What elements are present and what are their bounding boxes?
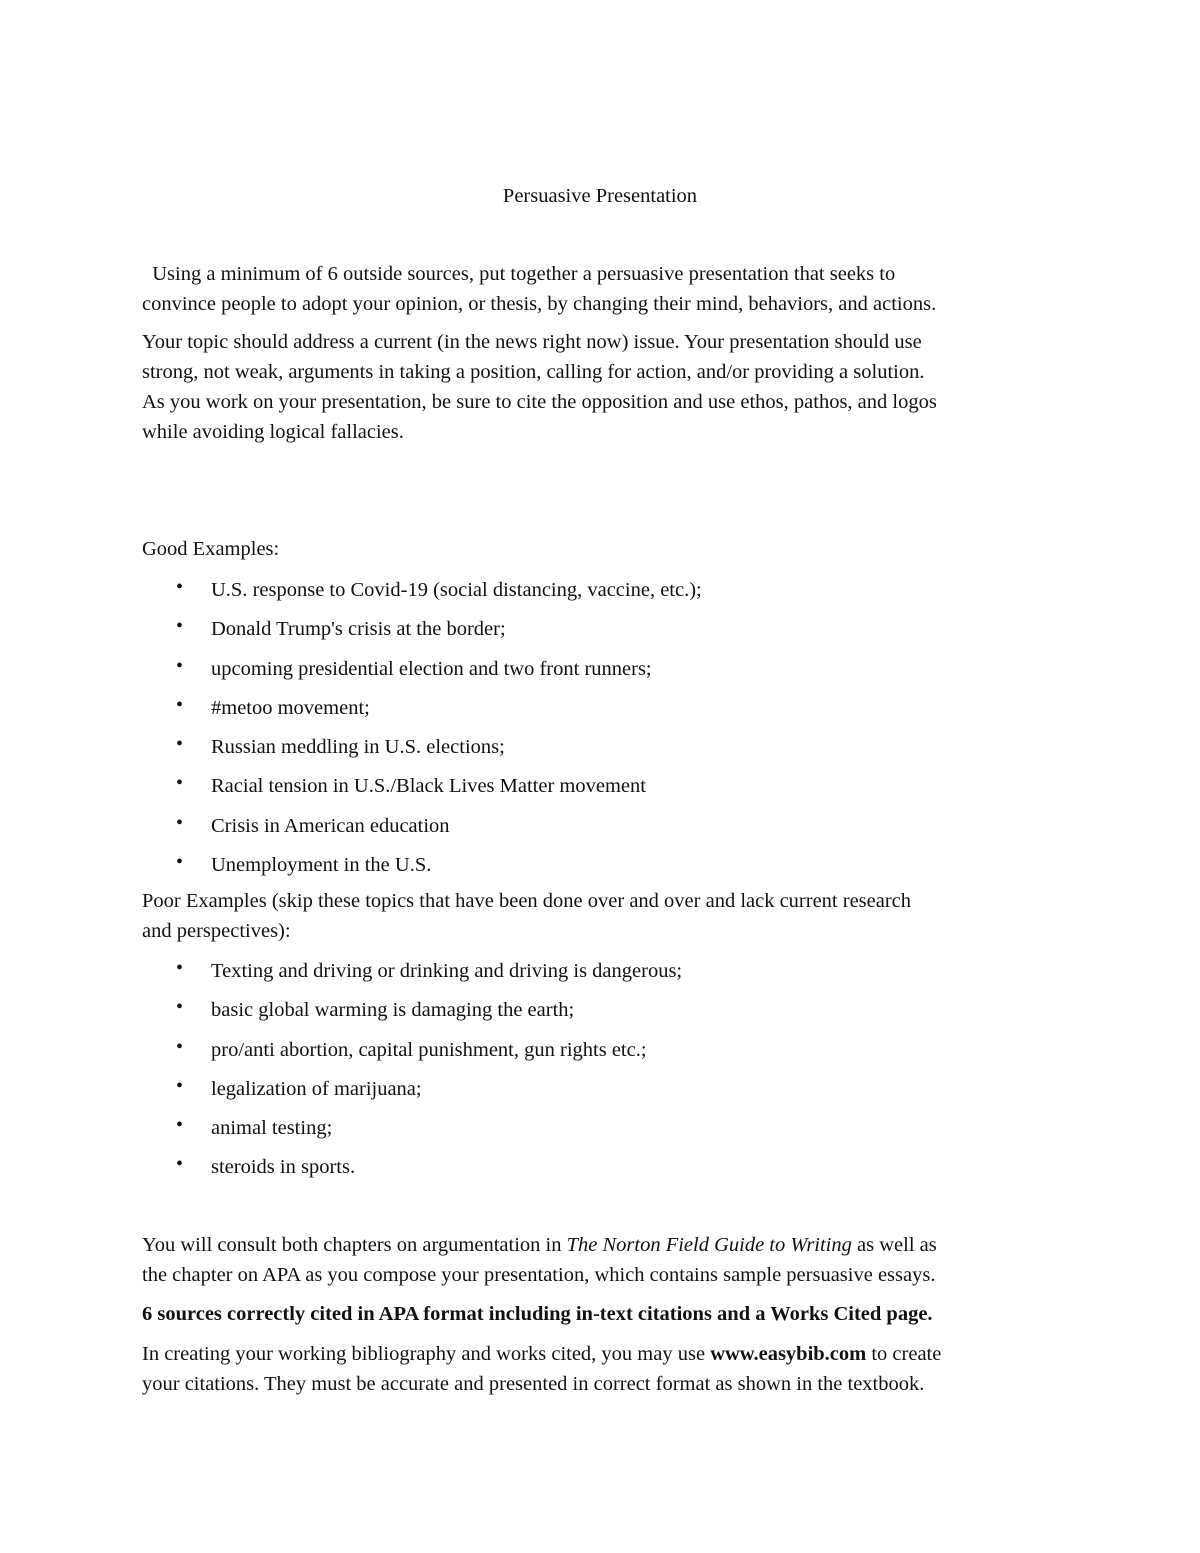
list-item: • Donald Trump's crisis at the border; — [176, 615, 506, 641]
page-title: Persuasive Presentation — [502, 185, 698, 207]
intro-line-1: Using a minimum of 6 outside sources, put together a persuasive presentation that seeks to — [142, 263, 896, 285]
bullet-icon: • — [176, 576, 184, 598]
list-item: • pro/anti abortion, capital punishment, gun rights etc.; — [176, 1035, 647, 1061]
topic-line-4: while avoiding logical fallacies. — [142, 421, 404, 443]
list-item: • Texting and driving or drinking and driving is dangerous; — [176, 957, 683, 982]
closing-line-2: your citations. They must be accurate and presented in correct format as shown in the textbook. — [142, 1373, 925, 1395]
bullet-icon: • — [176, 654, 184, 677]
bullet-icon: • — [176, 811, 184, 834]
consult-line-2: the chapter on APA as you compose your presentation, which contains sample persuasive essays. — [142, 1264, 936, 1286]
topic-line-3: As you work on your presentation, be sure to cite the opposition and use ethos, pathos, and logos — [142, 391, 937, 413]
list-item: • Crisis in American education — [176, 811, 450, 837]
topic-paragraph — [142, 327, 1082, 447]
topic-line-1: Your topic should address a current (in the news right now) issue. Your presentation should use — [142, 331, 922, 353]
list-item: • Russian meddling in U.S. elections; — [176, 733, 505, 759]
poor-examples-list — [142, 958, 682, 1194]
bullet-icon: • — [176, 733, 184, 756]
poor-heading-line-1: Poor Examples (skip these topics that have been done over and over and lack current research — [142, 890, 912, 912]
list-item: • #metoo movement; — [176, 693, 370, 719]
bullet-icon: • — [176, 1153, 184, 1176]
list-item: • legalization of marijuana; — [176, 1074, 422, 1100]
easybib-link[interactable]: www.easybib.com — [710, 1343, 867, 1365]
bullet-icon: • — [176, 772, 184, 795]
list-item: • Racial tension in U.S./Black Lives Matter movement — [176, 772, 646, 798]
closing-paragraph — [142, 1339, 1082, 1399]
good-examples-list — [142, 577, 702, 891]
good-examples-heading: Good Examples: — [142, 538, 280, 560]
list-item: • Unemployment in the U.S. — [176, 851, 432, 877]
requirement-statement: 6 sources correctly cited in APA format including in-text citations and a Works Cited page. — [142, 1303, 933, 1325]
bullet-icon: • — [176, 1035, 184, 1058]
bullet-icon: • — [176, 851, 184, 874]
list-item: • steroids in sports. — [176, 1153, 356, 1179]
poor-heading-line-2: and perspectives): — [142, 920, 291, 942]
bullet-icon: • — [176, 957, 184, 979]
intro-paragraph — [142, 259, 1082, 319]
list-item: • basic global warming is damaging the earth; — [176, 996, 575, 1022]
bullet-icon: • — [176, 693, 184, 716]
closing-line-1: In creating your working bibliography and works cited, you may use www.easybib.com to create — [142, 1343, 942, 1365]
bullet-icon: • — [176, 615, 184, 638]
list-item: • animal testing; — [176, 1114, 333, 1140]
topic-line-2: strong, not weak, arguments in taking a position, calling for action, and/or providing a solution. — [142, 361, 925, 383]
bullet-icon: • — [176, 996, 184, 1019]
bullet-icon: • — [176, 1074, 184, 1097]
list-item: • upcoming presidential election and two front runners; — [176, 654, 652, 680]
intro-line-2: convince people to adopt your opinion, or thesis, by changing their mind, behaviors, and actions. — [142, 293, 937, 315]
consult-line-1: You will consult both chapters on argumentation in The Norton Field Guide to Writing as well as — [142, 1234, 937, 1256]
bullet-icon: • — [176, 1114, 184, 1137]
poor-examples-heading — [142, 886, 1082, 946]
book-title: The Norton Field Guide to Writing — [566, 1234, 852, 1256]
consult-paragraph — [142, 1230, 1082, 1290]
list-item: • U.S. response to Covid-19 (social distancing, vaccine, etc.); — [176, 576, 702, 601]
